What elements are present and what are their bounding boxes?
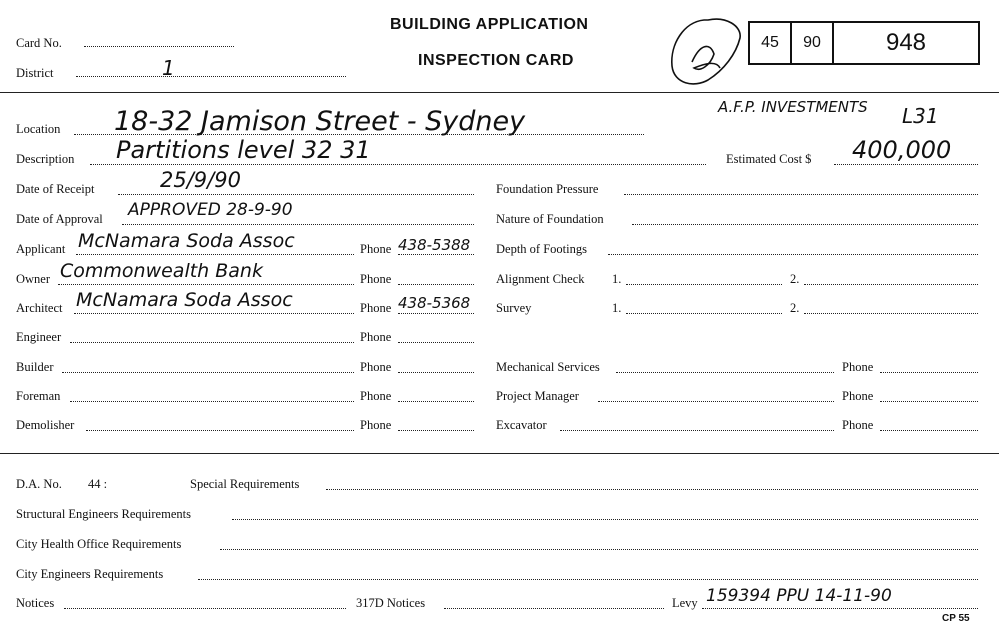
notices-line (64, 608, 346, 609)
engineer-phone-label: Phone (360, 330, 392, 344)
excavator-label: Excavator (496, 418, 547, 432)
box-cell-1: 45 (761, 34, 779, 51)
foundation-pressure-line (624, 194, 978, 195)
date-approval-line (122, 224, 474, 225)
district-line (76, 76, 346, 77)
health-req-label: City Health Office Requirements (16, 537, 182, 551)
date-approval-label: Date of Approval (16, 212, 103, 226)
alignment-two-label: 2. (790, 272, 800, 286)
alignment-one-label: 1. (612, 272, 622, 286)
applicant-value: McNamara Soda Assoc (78, 230, 295, 252)
box-cell-2: 90 (803, 34, 821, 51)
da-no-value: 44 : (88, 477, 108, 491)
demolisher-phone-line (398, 430, 474, 431)
foreman-line (70, 401, 354, 402)
pm-phone-line (880, 401, 978, 402)
special-req-label: Special Requirements (190, 477, 300, 491)
investor-annotation: A.F.P. INVESTMENTS (718, 98, 868, 116)
estimated-cost-line (834, 164, 978, 165)
notices-label: Notices (16, 596, 55, 610)
engineer-line (70, 342, 354, 343)
header-rule (0, 92, 999, 93)
card-no-label: Card No. (16, 36, 62, 50)
demolisher-label: Demolisher (16, 418, 75, 432)
foreman-phone-line (398, 401, 474, 402)
engineer-label: Engineer (16, 330, 62, 344)
architect-value: McNamara Soda Assoc (76, 289, 293, 311)
mechanical-phone-line (880, 372, 978, 373)
form-code: CP 55 (942, 613, 970, 624)
structural-req-line (232, 519, 978, 520)
foreman-phone-label: Phone (360, 389, 392, 403)
estimated-cost-value: 400,000 (852, 136, 952, 164)
owner-phone-line (398, 284, 474, 285)
nature-foundation-label: Nature of Foundation (496, 212, 604, 226)
card-number-box (748, 21, 980, 65)
survey-one-line (626, 313, 782, 314)
survey-two-line (804, 313, 978, 314)
architect-phone-line (398, 313, 474, 314)
city-eng-req-label: City Engineers Requirements (16, 567, 164, 581)
middle-rule (0, 453, 999, 454)
depth-footings-line (608, 254, 978, 255)
architect-line (74, 313, 354, 314)
levy-label: Levy (672, 596, 698, 610)
builder-phone-label: Phone (360, 360, 392, 374)
project-manager-line (598, 401, 834, 402)
alignment-check-label: Alignment Check (496, 272, 585, 286)
location-label: Location (16, 122, 61, 136)
title-line2: INSPECTION CARD (418, 52, 574, 69)
builder-line (62, 372, 354, 373)
special-req-line (326, 489, 978, 490)
foundation-pressure-label: Foundation Pressure (496, 182, 599, 196)
district-value: 1 (162, 56, 175, 80)
builder-phone-line (398, 372, 474, 373)
architect-label: Architect (16, 301, 63, 315)
city-eng-req-line (198, 579, 978, 580)
investor-code: L31 (902, 104, 939, 128)
excavator-phone-line (880, 430, 978, 431)
nature-foundation-line (632, 224, 978, 225)
applicant-phone-line (398, 254, 474, 255)
owner-label: Owner (16, 272, 51, 286)
survey-one-label: 1. (612, 301, 622, 315)
district-label: District (16, 66, 54, 80)
owner-line (58, 284, 354, 285)
mechanical-label: Mechanical Services (496, 360, 600, 374)
health-req-line (220, 549, 978, 550)
title-line1: BUILDING APPLICATION (390, 16, 589, 33)
applicant-phone-value: 438-5388 (398, 236, 471, 254)
date-receipt-label: Date of Receipt (16, 182, 95, 196)
excavator-line (560, 430, 834, 431)
mechanical-line (616, 372, 834, 373)
applicant-line (76, 254, 354, 255)
foreman-label: Foreman (16, 389, 61, 403)
builder-label: Builder (16, 360, 54, 374)
signature-scribble (664, 14, 746, 92)
owner-value: Commonwealth Bank (60, 260, 263, 282)
demolisher-line (86, 430, 354, 431)
architect-phone-label: Phone (360, 301, 392, 315)
survey-label: Survey (496, 301, 532, 315)
owner-phone-label: Phone (360, 272, 392, 286)
depth-footings-label: Depth of Footings (496, 242, 587, 256)
demolisher-phone-label: Phone (360, 418, 392, 432)
date-receipt-line (118, 194, 474, 195)
levy-line (702, 608, 978, 609)
applicant-phone-label: Phone (360, 242, 392, 256)
estimated-cost-label: Estimated Cost $ (726, 152, 812, 166)
notices-317-line (444, 608, 664, 609)
survey-two-label: 2. (790, 301, 800, 315)
description-label: Description (16, 152, 75, 166)
alignment-one-line (626, 284, 782, 285)
description-line (90, 164, 706, 165)
notices-317-label: 317D Notices (356, 596, 426, 610)
box-cell-3: 948 (885, 29, 927, 56)
card-no-line (84, 46, 234, 47)
project-manager-label: Project Manager (496, 389, 579, 403)
levy-value: 159394 PPU 14-11-90 (706, 586, 892, 606)
engineer-phone-line (398, 342, 474, 343)
description-value: Partitions level 32 31 (116, 136, 371, 164)
mechanical-phone-label: Phone (842, 360, 874, 374)
alignment-two-line (804, 284, 978, 285)
architect-phone-value: 438-5368 (398, 294, 471, 312)
applicant-label: Applicant (16, 242, 66, 256)
date-receipt-value: 25/9/90 (160, 168, 241, 192)
excavator-phone-label: Phone (842, 418, 874, 432)
da-no-label: D.A. No. (16, 477, 62, 491)
date-approval-value: APPROVED 28-9-90 (128, 200, 293, 220)
pm-phone-label: Phone (842, 389, 874, 403)
structural-req-label: Structural Engineers Requirements (16, 507, 191, 521)
location-value: 18-32 Jamison Street - Sydney (114, 106, 526, 137)
